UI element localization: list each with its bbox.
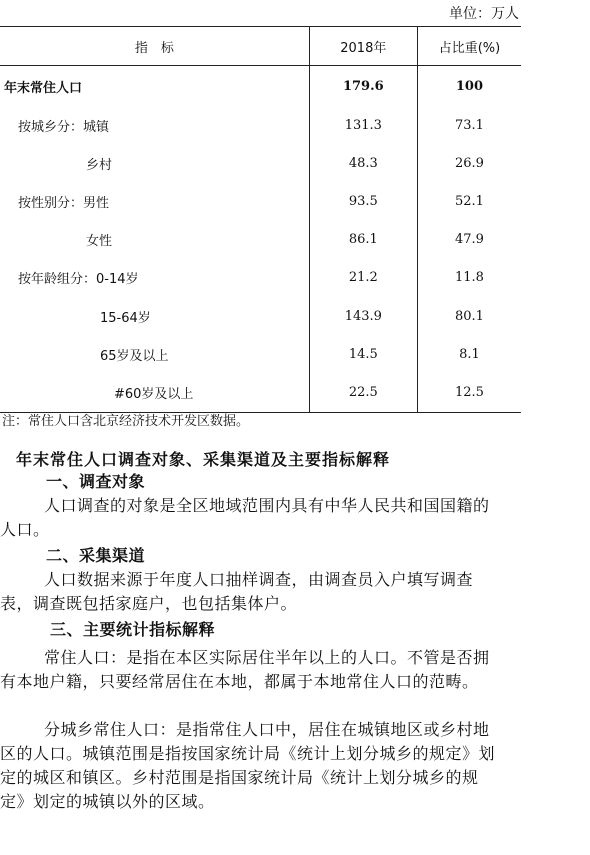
header-share: 占比重(%) xyxy=(417,27,521,66)
heading-survey-object: 一、调查对象 xyxy=(46,472,146,491)
table-header-row xyxy=(0,27,521,66)
row-label: 按城乡分：城镇 xyxy=(18,119,110,135)
paragraph-resident-population: 常住人口：是指在本区实际居住半年以上的人口。不管是否拥有本地户籍，只要经常居住在本地，都属于本地常住人口的范畴。 xyxy=(0,648,490,691)
row-label: 乡村 xyxy=(86,157,113,173)
row-value-share: 8.1 xyxy=(417,335,521,373)
row-value-share: 12.5 xyxy=(417,373,521,412)
row-value-2018: 48.3 xyxy=(309,144,417,182)
table-row xyxy=(0,373,521,412)
row-value-2018: 86.1 xyxy=(309,221,417,259)
header-2018: 2018年 xyxy=(309,27,417,66)
paragraph-survey-object: 人口调查的对象是全区地域范围内具有中华人民共和国国籍的人口。 xyxy=(0,496,490,539)
row-label: 按年龄组分：0-14岁 xyxy=(18,272,139,288)
row-value-share: 47.9 xyxy=(417,221,521,259)
table-row xyxy=(0,221,521,259)
row-value-share: 11.8 xyxy=(417,259,521,297)
explanation-title: 年末常住人口调查对象、采集渠道及主要指标解释 xyxy=(16,450,391,469)
row-value-2018: 21.2 xyxy=(309,259,417,297)
row-value-share: 100 xyxy=(417,66,521,107)
row-value-share: 26.9 xyxy=(417,144,521,182)
table-row xyxy=(0,66,521,107)
row-value-share: 73.1 xyxy=(417,106,521,144)
row-value-2018: 131.3 xyxy=(309,106,417,144)
row-value-2018: 22.5 xyxy=(309,373,417,412)
table-row xyxy=(0,144,521,182)
table-row xyxy=(0,182,521,220)
table-row xyxy=(0,335,521,373)
paragraph-collection-channel: 人口数据来源于年度人口抽样调查，由调查员入户填写调查表，调查既包括家庭户，也包括集体户。 xyxy=(0,570,474,613)
table-row xyxy=(0,106,521,144)
population-table xyxy=(0,26,521,413)
row-value-2018: 179.6 xyxy=(309,66,417,107)
row-label: 年末常住人口 xyxy=(4,80,83,96)
heading-indicator-definitions: 三、主要统计指标解释 xyxy=(50,620,216,639)
header-indicator: 指 标 xyxy=(0,27,309,66)
row-label: 15-64岁 xyxy=(100,310,151,326)
table-note: 注：常住人口含北京经济技术开发区数据。 xyxy=(2,414,250,429)
table-row xyxy=(0,259,521,297)
unit-label: 单位：万人 xyxy=(449,6,519,22)
table-row xyxy=(0,297,521,335)
row-value-2018: 14.5 xyxy=(309,335,417,373)
row-value-2018: 93.5 xyxy=(309,182,417,220)
row-value-share: 80.1 xyxy=(417,297,521,335)
row-value-2018: 143.9 xyxy=(309,297,417,335)
heading-collection-channel: 二、采集渠道 xyxy=(46,546,146,565)
row-label: 女性 xyxy=(86,234,113,250)
row-label: #60岁及以上 xyxy=(0,373,309,412)
row-label: 按性别分：男性 xyxy=(18,195,110,211)
paragraph-urban-rural-population: 分城乡常住人口：是指常住人口中，居住在城镇地区或乡村地区的人口。城镇范围是指按国家统计局《统计上划分城乡的规定》划定的城区和镇区。乡村范围是指国家统计局《统计上划分城乡的规定》划定的城镇以外的区域。 xyxy=(0,720,496,811)
row-value-share: 52.1 xyxy=(417,182,521,220)
row-label: 65岁及以上 xyxy=(100,348,169,364)
